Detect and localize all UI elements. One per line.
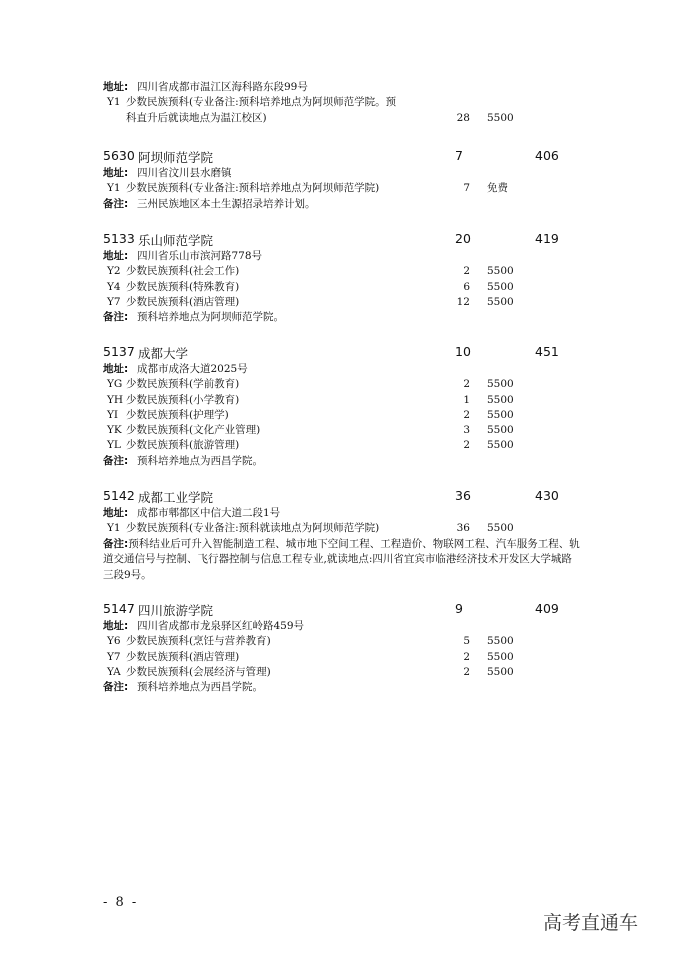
major-count: 12 [456,295,470,308]
major-code: YL [107,439,121,452]
school-code: 5630 [103,148,135,163]
major-fee: 5500 [487,635,514,648]
school-total-plan: 10 [455,344,471,359]
address-label: 地址: [103,81,129,93]
note-line [0,310,680,325]
address-line [0,619,680,634]
major-row [0,438,680,453]
major-count: 5 [463,635,470,648]
major-name: 少数民族预科(学前教育) [126,378,240,391]
major-fee: 5500 [487,295,514,308]
major-row [0,634,680,649]
school-block [0,344,680,469]
continued-school-block [0,80,680,126]
major-name: 少数民族预科(烹饪与营养教育) [126,635,271,648]
school-block [0,601,680,695]
major-count: 1 [463,393,470,406]
major-name: 少数民族预科(文化产业管理) [126,424,261,437]
note-label: 备注: [103,681,129,694]
major-code: YH [107,393,124,406]
major-fee: 5500 [487,408,514,421]
note-text: 三州民族地区本土生源招录培养计划。 [137,197,316,210]
school-header [0,601,680,619]
school-code: 5137 [103,344,135,359]
major-count: 3 [463,424,470,437]
major-name: 少数民族预科(酒店管理) [126,295,240,308]
school-header [0,148,680,166]
school-header [0,231,680,249]
address-text: 四川省乐山市滨河路778号 [137,250,263,262]
address-text: 四川省成都市温江区海科路东段99号 [137,81,308,93]
school-name: 成都工业学院 [138,490,214,505]
note-label: 备注: [103,311,129,324]
address-label: 地址: [103,507,129,519]
major-name: 少数民族预科(社会工作) [126,265,240,278]
note-label: 备注: [103,537,129,550]
major-row [0,377,680,392]
school-name: 阿坝师范学院 [138,150,214,165]
major-count: 2 [463,265,470,278]
address-line [0,362,680,377]
major-name: 少数民族预科(特殊教育) [126,280,240,293]
major-code: Y7 [107,650,121,663]
note-line [0,537,680,584]
major-fee: 5500 [487,378,514,391]
major-count: 2 [463,439,470,452]
major-row-continued [0,111,680,126]
major-fee: 5500 [487,111,514,124]
school-header [0,344,680,362]
major-fee: 免费 [487,182,508,195]
note-text: 预科培养地点为阿坝师范学院。 [137,311,284,324]
note-label: 备注: [103,197,129,210]
major-fee: 5500 [487,439,514,452]
major-code: YI [107,408,119,421]
major-code: Y7 [107,295,121,308]
note-label: 备注: [103,454,129,467]
major-row [0,264,680,279]
note-text: 预科结业后可升入智能制造工程、城市地下空间工程、工程造价、物联网工程、汽车服务工程、轨道交通信号与控制、飞行器控制与信息工程专业,就读地点:四川省宜宾市临港经济技术开发区大学城路三段9号。 [103,537,580,581]
major-fee: 5500 [487,650,514,663]
major-count: 2 [463,408,470,421]
major-count: 6 [463,280,470,293]
address-text: 四川省成都市龙泉驿区红岭路459号 [137,620,305,632]
major-fee: 5500 [487,424,514,437]
major-row [0,521,680,536]
school-score: 451 [535,344,559,359]
major-count: 7 [463,182,470,195]
page-number: - 8 - [103,895,139,910]
address-label: 地址: [103,167,129,179]
major-code: Y4 [107,280,121,293]
major-name: 少数民族预科(小学教育) [126,393,240,406]
major-fee: 5500 [487,280,514,293]
school-score: 406 [535,148,559,163]
note-paragraph [103,537,580,584]
major-name: 少数民族预科(护理学) [126,408,229,421]
school-total-plan: 7 [455,148,463,163]
school-total-plan: 36 [455,488,471,503]
major-row [0,423,680,438]
major-row [0,650,680,665]
major-name: 少数民族预科(会展经济与管理) [126,665,271,678]
address-line [0,506,680,521]
major-count: 2 [463,378,470,391]
school-name: 成都大学 [138,346,189,361]
school-code: 5142 [103,488,135,503]
note-line [0,197,680,212]
major-row [0,408,680,423]
major-row [0,295,680,310]
school-name: 四川旅游学院 [138,603,214,618]
major-fee: 5500 [487,393,514,406]
major-name: 少数民族预科(专业备注:预科就读地点为阿坝师范学院) [126,522,380,535]
address-line [0,166,680,181]
school-header [0,488,680,506]
major-row [0,665,680,680]
major-code: YK [107,424,122,437]
address-text: 成都市成洛大道2025号 [137,363,248,375]
major-fee: 5500 [487,522,514,535]
major-code: YG [107,378,123,391]
major-row [0,280,680,295]
major-count: 28 [456,111,470,124]
major-name: 少数民族预科(专业备注:预科培养地点为阿坝师范学院。预 [126,96,397,109]
note-text: 预科培养地点为西昌学院。 [137,454,263,467]
address-label: 地址: [103,363,129,375]
school-name: 乐山师范学院 [138,233,214,248]
school-total-plan: 20 [455,231,471,246]
school-block [0,231,680,325]
address-line [0,249,680,264]
major-row [0,393,680,408]
address-label: 地址: [103,250,129,262]
major-row [0,95,680,110]
watermark-text: 高考直通车 [543,912,639,934]
address-text: 成都市郫都区中信大道二段1号 [137,507,281,519]
school-score: 409 [535,601,559,616]
major-fee: 5500 [487,265,514,278]
school-code: 5133 [103,231,135,246]
address-text: 四川省汶川县水磨镇 [137,167,232,179]
school-block [0,488,680,583]
major-count: 2 [463,650,470,663]
note-line [0,454,680,469]
note-line [0,680,680,695]
major-code: Y1 [107,182,121,195]
major-name: 少数民族预科(专业备注:预科培养地点为阿坝师范学院) [126,182,380,195]
address-line [0,80,680,95]
major-code: YA [107,665,121,678]
major-fee: 5500 [487,665,514,678]
address-label: 地址: [103,620,129,632]
major-name: 少数民族预科(酒店管理) [126,650,240,663]
major-code: Y1 [107,96,121,109]
note-text: 预科培养地点为西昌学院。 [137,681,263,694]
major-code: Y1 [107,522,121,535]
major-code: Y6 [107,635,121,648]
school-code: 5147 [103,601,135,616]
major-name: 少数民族预科(旅游管理) [126,439,240,452]
school-block [0,148,680,212]
major-count: 2 [463,665,470,678]
major-row [0,181,680,196]
major-count: 36 [456,522,470,535]
major-code: Y2 [107,265,121,278]
school-score: 430 [535,488,559,503]
major-name-continued: 科直升后就读地点为温江校区) [126,111,267,124]
school-score: 419 [535,231,559,246]
school-total-plan: 9 [455,601,463,616]
